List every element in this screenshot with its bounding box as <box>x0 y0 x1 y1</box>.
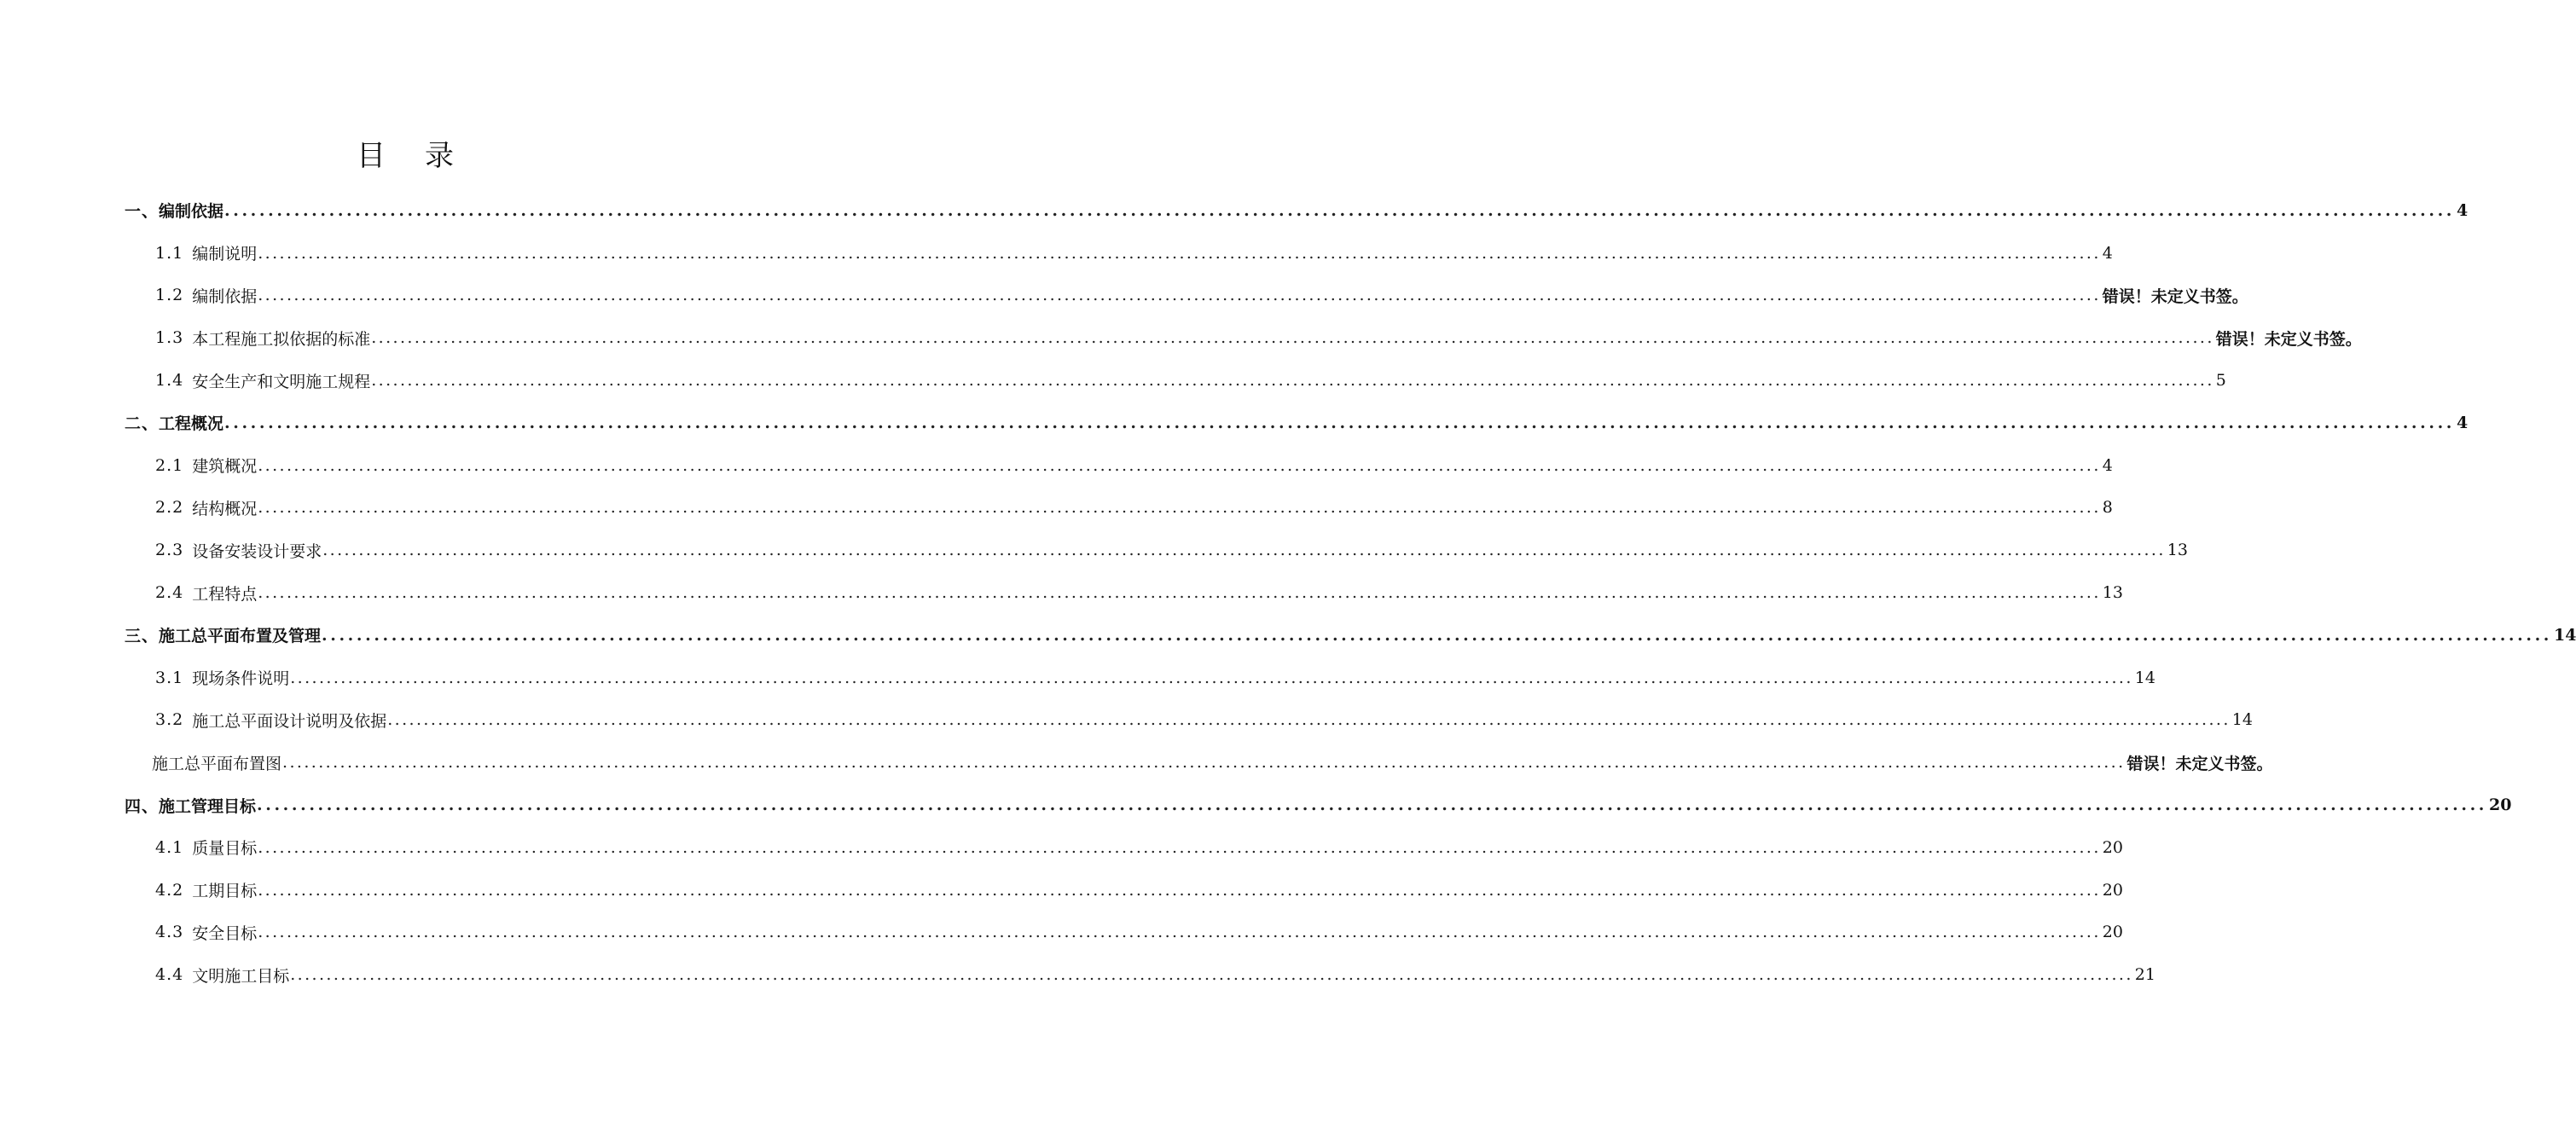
toc-entry-number: 3.2 <box>155 710 184 730</box>
toc-bookmark-error: 错误！未定义书签。 <box>2102 286 2248 306</box>
toc-subsection-entry[interactable] <box>0 699 2253 742</box>
toc-entry-label: 工程特点 <box>192 584 258 604</box>
toc-page-number: 4 <box>2102 243 2113 263</box>
toc-entry-label: 结构概况 <box>192 499 258 518</box>
toc-entry-number: 2.3 <box>155 541 184 560</box>
toc-entry-number: 一、 <box>125 202 160 222</box>
toc-subsection-entry[interactable] <box>0 869 2123 912</box>
toc-entry-label: 编制依据 <box>192 286 258 306</box>
toc-leader-dots: ................................................................................................................................................................................................................................................................ <box>258 455 2101 475</box>
toc-leader-dots: ................................................................................................................................................................................................................................................................ <box>290 668 2133 687</box>
toc-subsection-entry[interactable] <box>0 529 2188 571</box>
toc-entry-number: 4.1 <box>155 837 184 857</box>
toc-page-number: 5 <box>2215 371 2226 391</box>
toc-leader-dots: ................................................................................................................................................................................................................................................................ <box>258 243 2101 263</box>
toc-subsection-entry[interactable] <box>0 571 2123 614</box>
toc-entry-number: 3.1 <box>155 668 184 687</box>
toc-bookmark-error: 错误！未定义书签。 <box>2126 754 2273 773</box>
toc-leader-dots: ................................................................................................................................................................................................................................................................ <box>371 371 2214 391</box>
toc-entry-label: 编制说明 <box>192 245 258 264</box>
toc-page-number: 14 <box>2231 710 2253 730</box>
toc-page-number: 21 <box>2134 965 2155 985</box>
toc-leader-dots: ................................................................................................................................................................................................................................................................ <box>387 710 2231 730</box>
toc-entry-number: 二、 <box>125 414 160 434</box>
toc-entry-label: 编制依据 <box>159 202 224 222</box>
toc-title-part2: 录 <box>425 139 454 173</box>
toc-leader-dots: ................................................................................................................................................................................................................................................................ <box>258 880 2101 900</box>
toc-entry-number: 四、 <box>125 796 160 816</box>
toc-subsection-entry[interactable] <box>0 316 2362 359</box>
toc-leader-dots: ................................................................................................................................................................................................................................................................ <box>322 541 2166 560</box>
toc-subsection-entry[interactable] <box>0 487 2113 530</box>
toc-leader-dots: ................................................................................................................................................................................................................................................................ <box>258 286 2101 305</box>
toc-entry-number: 4.2 <box>155 880 184 900</box>
toc-entry-label: 质量目标 <box>192 839 258 859</box>
toc-bookmark-error: 错误！未定义书签。 <box>2215 329 2362 349</box>
toc-leader-dots: ................................................................................................................................................................................................................................................................ <box>224 413 2456 432</box>
toc-leader-dots: ................................................................................................................................................................................................................................................................ <box>322 625 2553 645</box>
toc-entry-number: 2.1 <box>155 455 184 475</box>
toc-title <box>0 132 810 174</box>
toc-page-number: 20 <box>2102 837 2123 857</box>
toc-subsection-entry[interactable] <box>0 826 2123 869</box>
toc-entry-label: 建筑概况 <box>192 457 258 477</box>
toc-entry-label: 安全目标 <box>192 923 258 943</box>
toc-subsection-entry[interactable] <box>0 912 2123 954</box>
toc-entry-number: 2.2 <box>155 498 184 518</box>
toc-entry-label: 设备安装设计要求 <box>192 541 322 561</box>
toc-page-number: 14 <box>2554 625 2576 645</box>
toc-leader-dots: ................................................................................................................................................................................................................................................................ <box>258 923 2101 942</box>
toc-entry-number: 1.4 <box>155 371 184 391</box>
toc-entry-label: 文明施工目标 <box>192 966 290 986</box>
toc-subsection-entry[interactable] <box>0 275 2248 317</box>
toc-page-number: 14 <box>2134 668 2155 687</box>
toc-entry-number: 2.4 <box>155 583 184 603</box>
toc-entry-number: 4.3 <box>155 923 184 942</box>
toc-entry-label: 工期目标 <box>192 882 258 901</box>
toc-entry-label: 工程概况 <box>159 414 224 434</box>
toc-page-number: 13 <box>2102 583 2123 603</box>
toc-list <box>0 189 2576 996</box>
toc-entry-label: 施工总平面布置图 <box>152 754 282 773</box>
toc-section-entry[interactable] <box>0 189 2469 232</box>
toc-leader-dots: ................................................................................................................................................................................................................................................................ <box>258 837 2101 857</box>
toc-entry-label: 施工管理目标 <box>159 796 257 816</box>
toc-entry-label: 安全生产和文明施工规程 <box>192 372 371 391</box>
toc-entry-number: 三、 <box>125 627 160 646</box>
toc-page-number: 4 <box>2457 413 2469 432</box>
toc-subsection-entry[interactable] <box>0 444 2113 487</box>
toc-leader-dots: ................................................................................................................................................................................................................................................................ <box>257 796 2488 815</box>
toc-page-number: 20 <box>2102 923 2123 942</box>
toc-leader-dots: ................................................................................................................................................................................................................................................................ <box>258 583 2101 603</box>
toc-subsection-entry[interactable] <box>0 953 2155 996</box>
toc-page-number: 20 <box>2489 796 2512 815</box>
toc-subsection-entry[interactable] <box>0 359 2226 402</box>
toc-page-number: 20 <box>2102 880 2123 900</box>
toc-subsection-entry[interactable] <box>0 232 2113 275</box>
toc-page-number: 13 <box>2167 541 2188 560</box>
toc-page-number: 4 <box>2102 455 2113 475</box>
toc-leader-dots: ................................................................................................................................................................................................................................................................ <box>282 753 2126 773</box>
toc-section-entry[interactable] <box>0 402 2469 444</box>
toc-subsection-entry[interactable] <box>0 657 2155 699</box>
toc-entry-number: 1.1 <box>155 243 184 263</box>
toc-entry-number: 1.3 <box>155 328 184 348</box>
toc-entry-number: 1.2 <box>155 286 184 305</box>
toc-leader-dots: ................................................................................................................................................................................................................................................................ <box>290 965 2133 985</box>
toc-leader-dots: ................................................................................................................................................................................................................................................................ <box>224 200 2456 220</box>
toc-page-number: 4 <box>2457 200 2469 220</box>
toc-entry-label: 施工总平面布置及管理 <box>159 627 322 646</box>
toc-page-number: 8 <box>2102 498 2113 518</box>
toc-title-part1: 目 <box>357 139 386 173</box>
toc-leader-dots: ................................................................................................................................................................................................................................................................ <box>258 498 2101 518</box>
toc-entry-label: 现场条件说明 <box>192 669 290 689</box>
toc-leader-dots: ................................................................................................................................................................................................................................................................ <box>371 328 2214 348</box>
toc-entry-label: 施工总平面设计说明及依据 <box>192 711 387 731</box>
toc-section-entry[interactable] <box>0 784 2512 826</box>
toc-entry-label: 本工程施工拟依据的标准 <box>192 329 371 349</box>
toc-section-entry[interactable] <box>0 614 2576 657</box>
toc-entry-number: 4.4 <box>155 965 184 985</box>
toc-subsection-entry[interactable] <box>0 741 2273 784</box>
